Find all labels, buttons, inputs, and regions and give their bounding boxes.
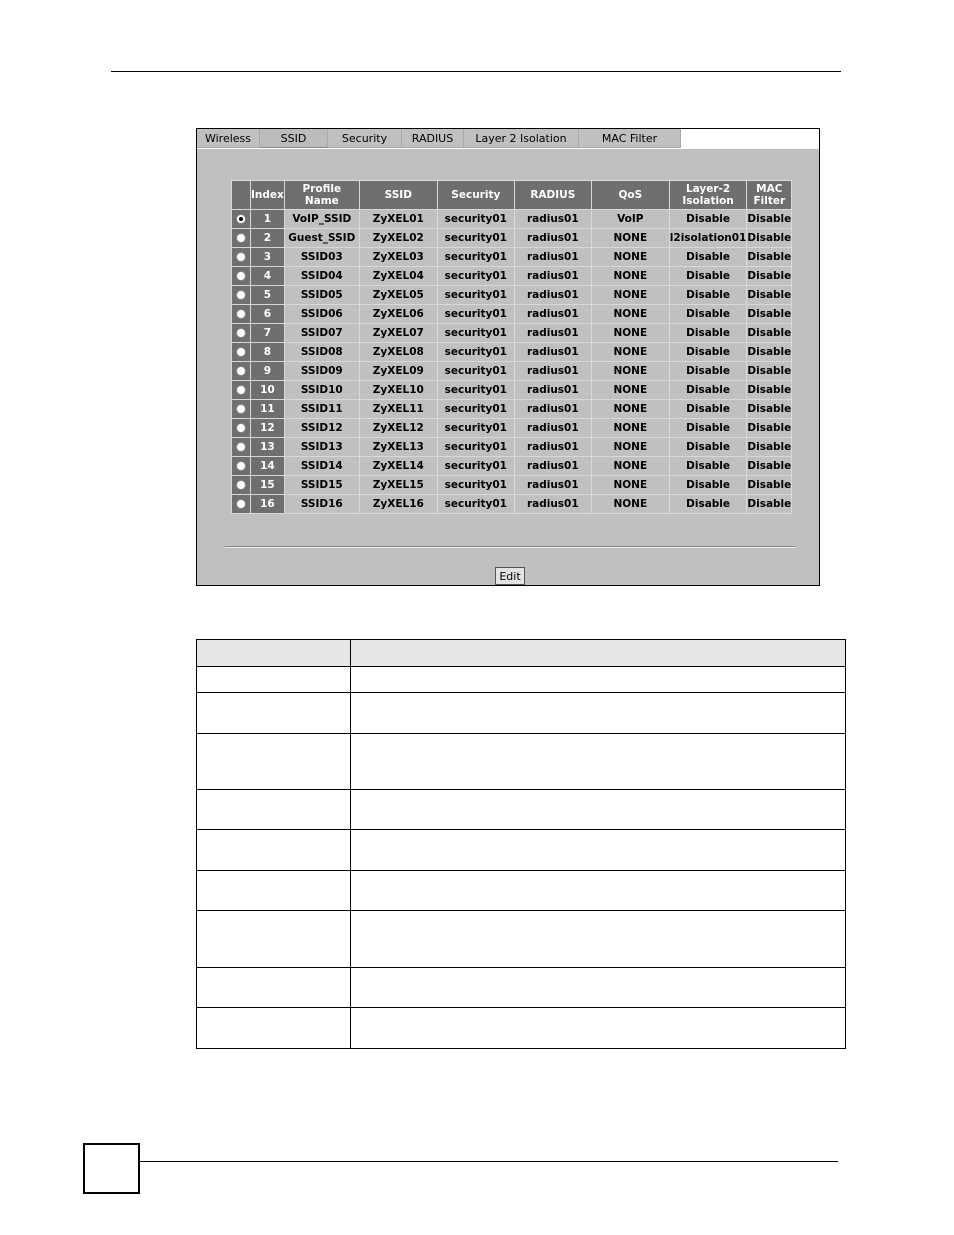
cell-ssid: ZyXEL16 xyxy=(359,495,437,514)
cell-security: security01 xyxy=(437,248,514,267)
cell-mac-filter: Disable xyxy=(747,305,792,324)
cell-radius: radius01 xyxy=(514,495,591,514)
cell-ssid: ZyXEL09 xyxy=(359,362,437,381)
table-row[interactable] xyxy=(232,438,792,457)
cell-profile-name: SSID12 xyxy=(284,419,359,438)
row-select-radio[interactable] xyxy=(236,480,246,490)
cell-ssid: ZyXEL13 xyxy=(359,438,437,457)
row-select-radio[interactable] xyxy=(236,328,246,338)
row-select-cell xyxy=(232,495,251,514)
cell-security: security01 xyxy=(437,305,514,324)
cell-ssid: ZyXEL04 xyxy=(359,267,437,286)
cell-security: security01 xyxy=(437,476,514,495)
cell-profile-name: SSID15 xyxy=(284,476,359,495)
cell-radius: radius01 xyxy=(514,438,591,457)
row-select-radio[interactable] xyxy=(236,271,246,281)
table-row[interactable] xyxy=(232,210,792,229)
cell-index: 11 xyxy=(251,400,285,419)
table-row[interactable] xyxy=(232,476,792,495)
table-row[interactable] xyxy=(232,457,792,476)
cell-index: 2 xyxy=(251,229,285,248)
row-select-radio[interactable] xyxy=(236,385,246,395)
description-table-row xyxy=(197,667,846,693)
cell-profile-name: SSID07 xyxy=(284,324,359,343)
cell-security: security01 xyxy=(437,324,514,343)
cell-security: security01 xyxy=(437,457,514,476)
cell-index: 12 xyxy=(251,419,285,438)
cell-layer2-isolation: Disable xyxy=(669,343,747,362)
description-table-row xyxy=(197,693,846,734)
table-row[interactable] xyxy=(232,305,792,324)
cell-qos: NONE xyxy=(591,248,669,267)
cell-ssid: ZyXEL15 xyxy=(359,476,437,495)
cell-profile-name: VoIP_SSID xyxy=(284,210,359,229)
cell-qos: NONE xyxy=(591,457,669,476)
cell-qos: NONE xyxy=(591,381,669,400)
ssid-table xyxy=(231,180,792,514)
cell-layer2-isolation: Disable xyxy=(669,305,747,324)
column-header-mac-filter: MAC Filter xyxy=(747,181,792,210)
cell-index: 1 xyxy=(251,210,285,229)
cell-index: 15 xyxy=(251,476,285,495)
cell-profile-name: SSID06 xyxy=(284,305,359,324)
cell-qos: VoIP xyxy=(591,210,669,229)
row-select-radio[interactable] xyxy=(236,366,246,376)
cell-ssid: ZyXEL10 xyxy=(359,381,437,400)
cell-radius: radius01 xyxy=(514,305,591,324)
table-row[interactable] xyxy=(232,419,792,438)
cell-radius: radius01 xyxy=(514,476,591,495)
cell-ssid: ZyXEL14 xyxy=(359,457,437,476)
cell-qos: NONE xyxy=(591,419,669,438)
cell-security: security01 xyxy=(437,381,514,400)
cell-radius: radius01 xyxy=(514,324,591,343)
row-select-cell xyxy=(232,400,251,419)
table-row[interactable] xyxy=(232,229,792,248)
cell-security: security01 xyxy=(437,419,514,438)
cell-radius: radius01 xyxy=(514,343,591,362)
row-select-cell xyxy=(232,305,251,324)
row-select-radio[interactable] xyxy=(236,309,246,319)
cell-ssid: ZyXEL08 xyxy=(359,343,437,362)
cell-profile-name: SSID14 xyxy=(284,457,359,476)
row-select-cell xyxy=(232,343,251,362)
page-header-rule xyxy=(111,71,841,72)
cell-mac-filter: Disable xyxy=(747,419,792,438)
cell-profile-name: Guest_SSID xyxy=(284,229,359,248)
cell-layer2-isolation: Disable xyxy=(669,362,747,381)
tab-wireless[interactable]: Wireless xyxy=(197,129,260,148)
cell-security: security01 xyxy=(437,495,514,514)
cell-qos: NONE xyxy=(591,305,669,324)
row-select-radio[interactable] xyxy=(236,404,246,414)
cell-layer2-isolation: Disable xyxy=(669,381,747,400)
cell-security: security01 xyxy=(437,343,514,362)
cell-mac-filter: Disable xyxy=(747,476,792,495)
tab-security[interactable]: Security xyxy=(328,129,402,148)
cell-security: security01 xyxy=(437,210,514,229)
column-header-ssid: SSID xyxy=(359,181,437,210)
cell-security: security01 xyxy=(437,267,514,286)
cell-security: security01 xyxy=(437,229,514,248)
cell-layer2-isolation: l2isolation01 xyxy=(669,229,747,248)
column-header-qos: QoS xyxy=(591,181,669,210)
cell-layer2-isolation: Disable xyxy=(669,495,747,514)
cell-profile-name: SSID16 xyxy=(284,495,359,514)
cell-ssid: ZyXEL02 xyxy=(359,229,437,248)
row-select-radio[interactable] xyxy=(236,442,246,452)
tab-ssid[interactable]: SSID xyxy=(260,129,328,148)
table-row[interactable] xyxy=(232,381,792,400)
table-row[interactable] xyxy=(232,248,792,267)
cell-index: 6 xyxy=(251,305,285,324)
cell-qos: NONE xyxy=(591,343,669,362)
cell-mac-filter: Disable xyxy=(747,286,792,305)
row-select-radio[interactable] xyxy=(236,423,246,433)
cell-radius: radius01 xyxy=(514,210,591,229)
cell-profile-name: SSID11 xyxy=(284,400,359,419)
cell-layer2-isolation: Disable xyxy=(669,476,747,495)
table-row[interactable] xyxy=(232,495,792,514)
cell-layer2-isolation: Disable xyxy=(669,400,747,419)
table-header-row xyxy=(232,181,792,210)
cell-index: 16 xyxy=(251,495,285,514)
cell-radius: radius01 xyxy=(514,381,591,400)
cell-qos: NONE xyxy=(591,438,669,457)
cell-ssid: ZyXEL07 xyxy=(359,324,437,343)
cell-qos: NONE xyxy=(591,267,669,286)
cell-profile-name: SSID08 xyxy=(284,343,359,362)
cell-qos: NONE xyxy=(591,495,669,514)
cell-profile-name: SSID10 xyxy=(284,381,359,400)
description-table-header-row xyxy=(197,640,846,667)
cell-index: 7 xyxy=(251,324,285,343)
row-select-radio[interactable] xyxy=(236,347,246,357)
tab-radius[interactable]: RADIUS xyxy=(402,129,464,148)
row-select-radio[interactable] xyxy=(236,233,246,243)
column-header-profile-name: Profile Name xyxy=(284,181,359,210)
cell-index: 3 xyxy=(251,248,285,267)
cell-ssid: ZyXEL03 xyxy=(359,248,437,267)
cell-index: 14 xyxy=(251,457,285,476)
cell-profile-name: SSID09 xyxy=(284,362,359,381)
column-header-layer2-isolation: Layer-2 Isolation xyxy=(669,181,747,210)
cell-radius: radius01 xyxy=(514,362,591,381)
cell-mac-filter: Disable xyxy=(747,229,792,248)
row-select-radio[interactable] xyxy=(236,290,246,300)
row-select-radio[interactable] xyxy=(236,461,246,471)
tab-bar xyxy=(197,129,819,149)
cell-security: security01 xyxy=(437,438,514,457)
select-column-header xyxy=(232,181,251,210)
row-select-cell xyxy=(232,286,251,305)
row-select-radio[interactable] xyxy=(236,499,246,509)
cell-mac-filter: Disable xyxy=(747,210,792,229)
cell-ssid: ZyXEL06 xyxy=(359,305,437,324)
cell-radius: radius01 xyxy=(514,419,591,438)
cell-index: 9 xyxy=(251,362,285,381)
page-number-box xyxy=(83,1143,140,1194)
table-row[interactable] xyxy=(232,362,792,381)
cell-ssid: ZyXEL12 xyxy=(359,419,437,438)
cell-layer2-isolation: Disable xyxy=(669,286,747,305)
cell-mac-filter: Disable xyxy=(747,400,792,419)
cell-radius: radius01 xyxy=(514,286,591,305)
cell-radius: radius01 xyxy=(514,229,591,248)
cell-mac-filter: Disable xyxy=(747,267,792,286)
row-select-cell xyxy=(232,324,251,343)
cell-security: security01 xyxy=(437,400,514,419)
cell-index: 4 xyxy=(251,267,285,286)
cell-profile-name: SSID05 xyxy=(284,286,359,305)
cell-mac-filter: Disable xyxy=(747,457,792,476)
cell-profile-name: SSID04 xyxy=(284,267,359,286)
cell-mac-filter: Disable xyxy=(747,343,792,362)
table-row[interactable] xyxy=(232,286,792,305)
cell-mac-filter: Disable xyxy=(747,324,792,343)
row-select-cell xyxy=(232,267,251,286)
row-select-cell xyxy=(232,362,251,381)
cell-mac-filter: Disable xyxy=(747,248,792,267)
cell-ssid: ZyXEL11 xyxy=(359,400,437,419)
cell-qos: NONE xyxy=(591,400,669,419)
cell-qos: NONE xyxy=(591,286,669,305)
row-select-radio[interactable] xyxy=(236,252,246,262)
cell-security: security01 xyxy=(437,286,514,305)
cell-ssid: ZyXEL01 xyxy=(359,210,437,229)
ssid-config-screen xyxy=(196,128,820,586)
row-select-cell xyxy=(232,457,251,476)
cell-qos: NONE xyxy=(591,229,669,248)
description-table-row xyxy=(197,830,846,871)
cell-mac-filter: Disable xyxy=(747,381,792,400)
cell-layer2-isolation: Disable xyxy=(669,248,747,267)
description-table-row xyxy=(197,911,846,968)
cell-profile-name: SSID03 xyxy=(284,248,359,267)
tab-mac-filter[interactable]: MAC Filter xyxy=(579,129,681,148)
row-select-cell xyxy=(232,381,251,400)
row-select-cell xyxy=(232,476,251,495)
cell-mac-filter: Disable xyxy=(747,362,792,381)
description-table-row xyxy=(197,734,846,790)
cell-profile-name: SSID13 xyxy=(284,438,359,457)
tab-layer2-isolation[interactable]: Layer 2 Isolation xyxy=(464,129,579,148)
page-footer-rule xyxy=(140,1161,838,1162)
description-table-row xyxy=(197,1008,846,1049)
cell-layer2-isolation: Disable xyxy=(669,267,747,286)
cell-index: 10 xyxy=(251,381,285,400)
cell-layer2-isolation: Disable xyxy=(669,324,747,343)
cell-mac-filter: Disable xyxy=(747,495,792,514)
row-select-cell xyxy=(232,438,251,457)
column-header-security: Security xyxy=(437,181,514,210)
cell-radius: radius01 xyxy=(514,248,591,267)
cell-layer2-isolation: Disable xyxy=(669,438,747,457)
cell-qos: NONE xyxy=(591,476,669,495)
table-row[interactable] xyxy=(232,400,792,419)
row-select-radio[interactable] xyxy=(236,214,246,224)
description-table xyxy=(196,639,846,1049)
divider xyxy=(225,546,795,548)
table-row[interactable] xyxy=(232,324,792,343)
cell-layer2-isolation: Disable xyxy=(669,419,747,438)
cell-layer2-isolation: Disable xyxy=(669,210,747,229)
row-select-cell xyxy=(232,419,251,438)
column-header-index: Index xyxy=(251,181,285,210)
cell-index: 8 xyxy=(251,343,285,362)
description-table-row xyxy=(197,968,846,1008)
row-select-cell xyxy=(232,210,251,229)
cell-security: security01 xyxy=(437,362,514,381)
table-row[interactable] xyxy=(232,267,792,286)
cell-index: 13 xyxy=(251,438,285,457)
row-select-cell xyxy=(232,248,251,267)
cell-qos: NONE xyxy=(591,362,669,381)
cell-ssid: ZyXEL05 xyxy=(359,286,437,305)
table-row[interactable] xyxy=(232,343,792,362)
column-header-radius: RADIUS xyxy=(514,181,591,210)
row-select-cell xyxy=(232,229,251,248)
edit-button[interactable]: Edit xyxy=(495,567,525,585)
cell-qos: NONE xyxy=(591,324,669,343)
cell-mac-filter: Disable xyxy=(747,438,792,457)
description-table-row xyxy=(197,790,846,830)
cell-layer2-isolation: Disable xyxy=(669,457,747,476)
cell-radius: radius01 xyxy=(514,267,591,286)
cell-radius: radius01 xyxy=(514,457,591,476)
cell-radius: radius01 xyxy=(514,400,591,419)
description-table-row xyxy=(197,871,846,911)
cell-index: 5 xyxy=(251,286,285,305)
